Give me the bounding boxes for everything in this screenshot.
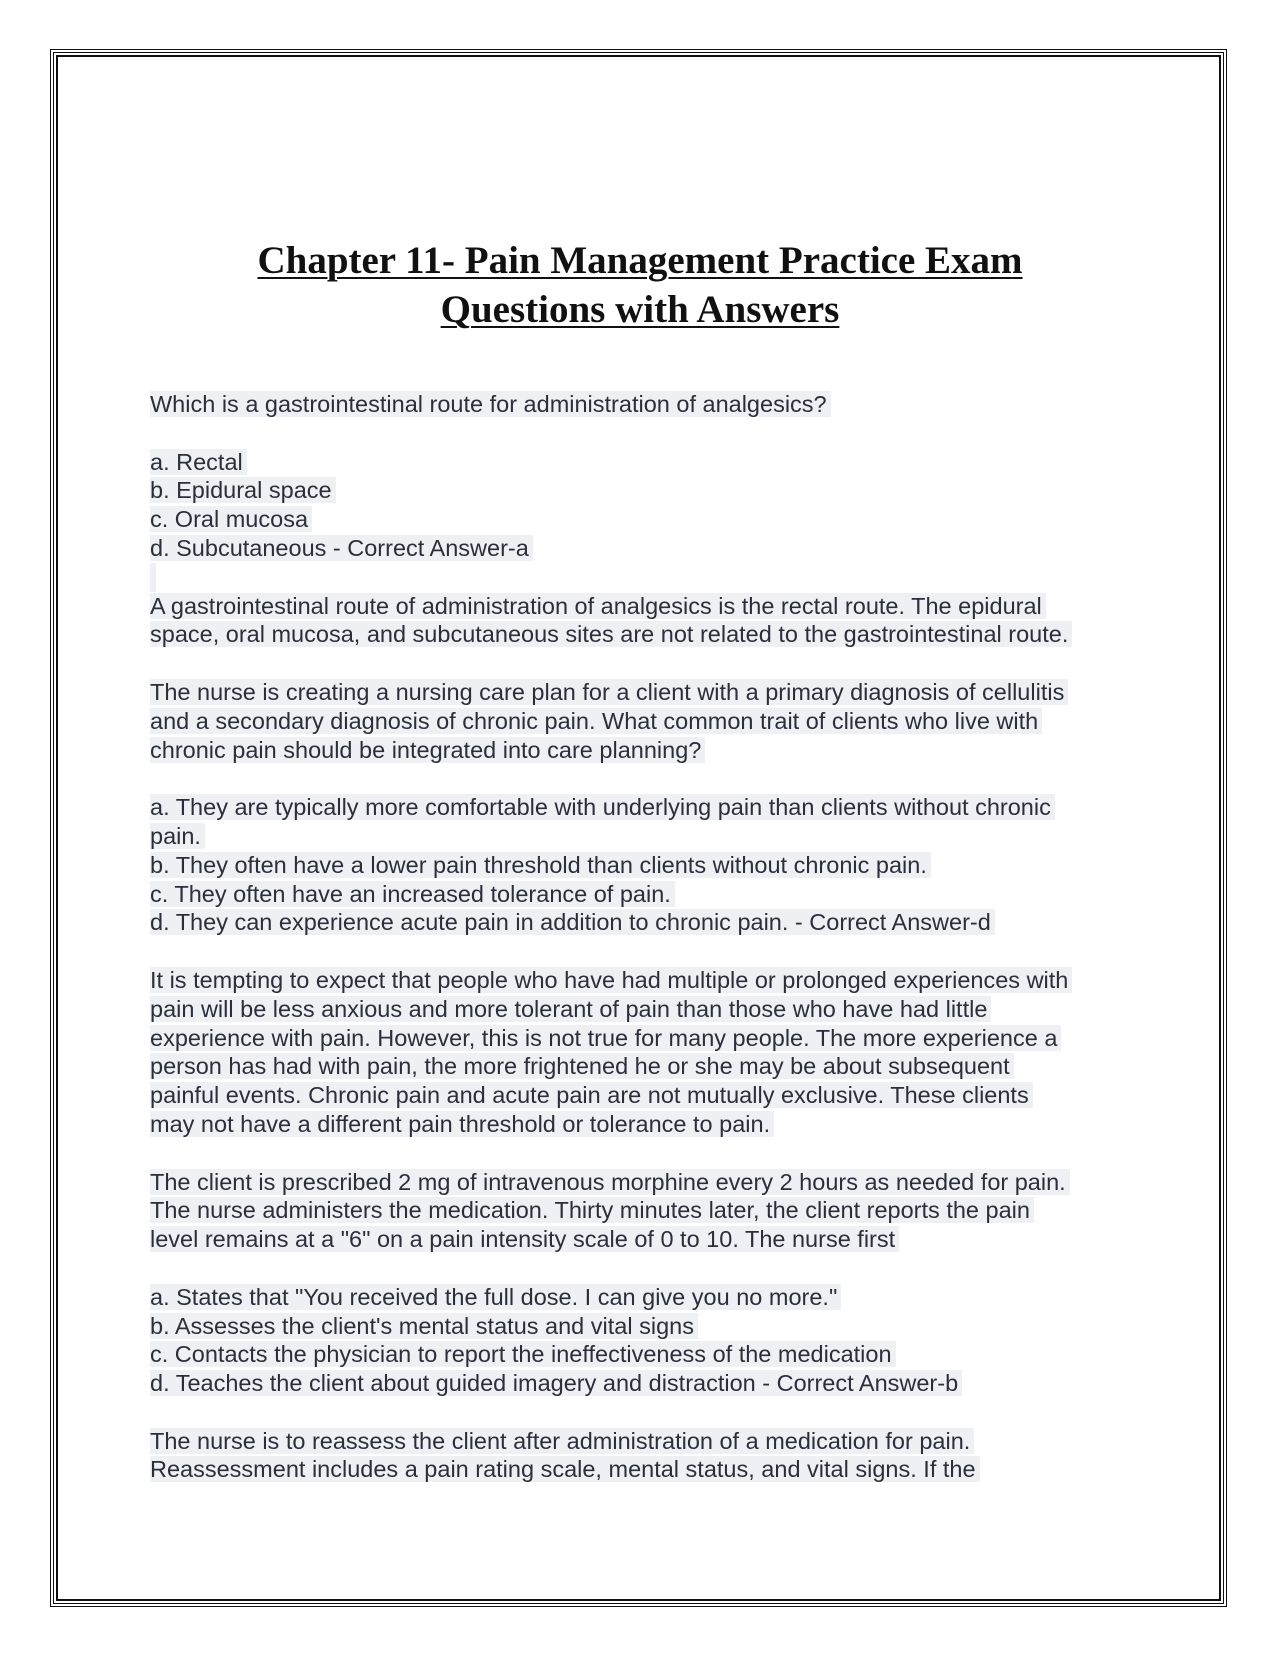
text-line	[150, 476, 1150, 505]
text-line-content: pain will be less anxious and more tolerant of pain than those who have had little	[150, 996, 991, 1022]
text-line	[150, 851, 1150, 880]
title-line-2: Questions with Answers	[440, 288, 840, 331]
text-line-content: may not have a different pain threshold or tolerance to pain.	[150, 1111, 774, 1137]
text-line-content: b. They often have a lower pain threshold than clients without chronic pain.	[150, 852, 931, 878]
text-line-content: a. Rectal	[150, 449, 247, 475]
text-line	[150, 1283, 1150, 1312]
text-line	[150, 1225, 1150, 1254]
text-line-content: c. Oral mucosa	[150, 506, 312, 532]
text-line	[150, 1110, 1150, 1139]
blank-line	[150, 937, 1150, 966]
text-line	[150, 707, 1150, 736]
text-line-content: The client is prescribed 2 mg of intravenous morphine every 2 hours as needed for pain.	[150, 1169, 1070, 1195]
text-line-content: d. Teaches the client about guided imagery and distraction - Correct Answer-b	[150, 1370, 962, 1396]
blank-line	[150, 1139, 1150, 1168]
blank-line	[150, 419, 1150, 448]
text-line-content: pain.	[150, 823, 205, 849]
text-line	[150, 736, 1150, 765]
text-line	[150, 1340, 1150, 1369]
text-line	[150, 1196, 1150, 1225]
text-line-content: a. They are typically more comfortable with underlying pain than clients without chronic	[150, 794, 1055, 820]
text-line	[150, 1427, 1150, 1456]
text-line-content: person has had with pain, the more frightened he or she may be about subsequent	[150, 1053, 1014, 1079]
blank-line	[150, 649, 1150, 678]
text-line-content: experience with pain. However, this is not true for many people. The more experience a	[150, 1025, 1061, 1051]
text-line	[150, 1024, 1150, 1053]
text-line-content: d. Subcutaneous - Correct Answer-a	[150, 535, 533, 561]
text-line-content: Reassessment includes a pain rating scale, mental status, and vital signs. If the	[150, 1456, 980, 1482]
text-line	[150, 822, 1150, 851]
text-line-content: Which is a gastrointestinal route for administration of analgesics?	[150, 391, 831, 417]
text-line	[150, 1052, 1150, 1081]
text-line	[150, 966, 1150, 995]
text-line	[150, 995, 1150, 1024]
text-line	[150, 390, 1150, 419]
text-line	[150, 620, 1150, 649]
text-line	[150, 793, 1150, 822]
blank-line	[150, 1398, 1150, 1427]
page-title	[100, 236, 1180, 334]
blank-line	[150, 563, 1150, 592]
blank-line	[150, 764, 1150, 793]
text-line	[150, 1081, 1150, 1110]
text-line	[150, 678, 1150, 707]
text-line	[150, 908, 1150, 937]
text-line	[150, 1455, 1150, 1484]
text-line	[150, 880, 1150, 909]
text-line-content: level remains at a "6" on a pain intensity scale of 0 to 10. The nurse first	[150, 1226, 899, 1252]
text-line	[150, 534, 1150, 563]
text-line-content: d. They can experience acute pain in addition to chronic pain. - Correct Answer-d	[150, 909, 995, 935]
text-line	[150, 505, 1150, 534]
text-line-content: c. They often have an increased tolerance of pain.	[150, 881, 675, 907]
text-line-content: painful events. Chronic pain and acute pain are not mutually exclusive. These clients	[150, 1082, 1033, 1108]
text-line-content: It is tempting to expect that people who have had multiple or prolonged experiences with	[150, 967, 1072, 993]
text-line-content: The nurse is creating a nursing care plan for a client with a primary diagnosis of cellulitis	[150, 679, 1068, 705]
document-body	[150, 390, 1150, 1484]
text-line-content: space, oral mucosa, and subcutaneous sites are not related to the gastrointestinal route.	[150, 621, 1072, 647]
text-line	[150, 592, 1150, 621]
text-line-content: The nurse is to reassess the client after administration of a medication for pain.	[150, 1428, 974, 1454]
text-line-content: c. Contacts the physician to report the ineffectiveness of the medication	[150, 1341, 896, 1367]
text-line	[150, 1312, 1150, 1341]
blank-line	[150, 1254, 1150, 1283]
text-line-content: chronic pain should be integrated into care planning?	[150, 737, 705, 763]
text-line	[150, 1168, 1150, 1197]
text-line	[150, 448, 1150, 477]
text-line	[150, 1369, 1150, 1398]
blank-highlight	[150, 563, 156, 592]
text-line-content: The nurse administers the medication. Thirty minutes later, the client reports the pain	[150, 1197, 1034, 1223]
text-line-content: A gastrointestinal route of administration of analgesics is the rectal route. The epidural	[150, 593, 1046, 619]
title-line-1: Chapter 11- Pain Management Practice Exam	[257, 239, 1023, 282]
text-line-content: a. States that "You received the full dose. I can give you no more."	[150, 1284, 841, 1310]
text-line-content: and a secondary diagnosis of chronic pain. What common trait of clients who live with	[150, 708, 1042, 734]
text-line-content: b. Assesses the client's mental status and vital signs	[150, 1313, 698, 1339]
text-line-content: b. Epidural space	[150, 477, 336, 503]
